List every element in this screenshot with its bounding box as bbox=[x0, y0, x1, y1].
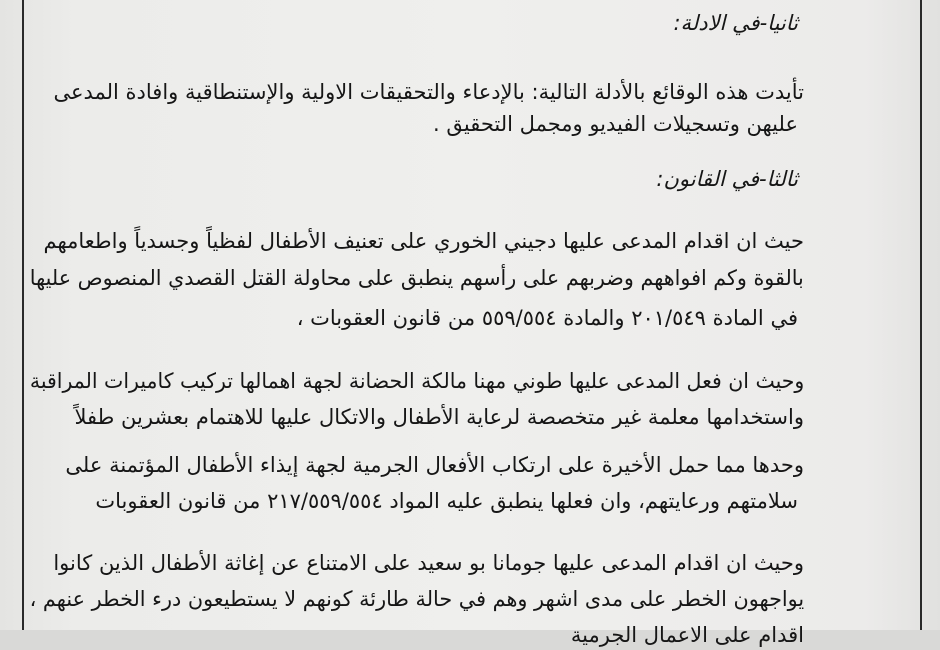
paragraph2-line-4: سلامتهم ورعايتهم، وان فعلها ينطبق عليه المواد ٢١٧/٥٥٩/٥٥٤ من قانون العقوبات bbox=[95, 489, 798, 513]
paragraph3-line-1: وحيث ان اقدام المدعى عليها جومانا بو سعيد على الامتناع عن إغاثة الأطفال الذين كانوا bbox=[53, 551, 804, 575]
evidence-heading: ثانيا-في الادلة: bbox=[673, 11, 798, 35]
paragraph2-line-1: وحيث ان فعل المدعى عليها طوني مهنا مالكة الحضانة لجهة اهمالها تركيب كاميرات المراقبة bbox=[29, 369, 804, 393]
evidence-line-1: تأيدت هذه الوقائع بالأدلة التالية: بالإدعاء والتحقيقات الاولية والإستنطاقية وافادة المدعى bbox=[53, 80, 804, 104]
evidence-line-2: عليهن وتسجيلات الفيديو ومجمل التحقيق . bbox=[433, 112, 798, 136]
page-border-right bbox=[920, 0, 922, 630]
paragraph1-line-2: بالقوة وكم افواههم وضربهم على رأسهم ينطبق على محاولة القتل القصدي المنصوص عليها bbox=[29, 266, 804, 290]
paragraph3-line-3: اقدام على الاعمال الجرمية bbox=[570, 623, 804, 647]
page-border-left bbox=[22, 0, 24, 630]
paragraph3-line-2: يواجهون الخطر على مدى اشهر وهم في حالة طارئة كونهم لا يستطيعون درء الخطر عنهم ، bbox=[29, 587, 804, 611]
law-heading: ثالثا-في القانون: bbox=[656, 167, 798, 191]
paragraph2-line-3: وحدها مما حمل الأخيرة على ارتكاب الأفعال الجرمية لجهة إيذاء الأطفال المؤتمنة على bbox=[65, 453, 804, 477]
paragraph2-line-2: واستخدامها معلمة غير متخصصة لرعاية الأطفال والاتكال عليها للاهتمام بعشرين طفلاً bbox=[74, 405, 804, 429]
paragraph1-line-3: في المادة ٢٠١/٥٤٩ والمادة ٥٥٩/٥٥٤ من قانون العقوبات ، bbox=[296, 306, 798, 330]
paragraph1-line-1: حيث ان اقدام المدعى عليها دجيني الخوري على تعنيف الأطفال لفظياً وجسدياً واطعامهم bbox=[43, 229, 804, 253]
